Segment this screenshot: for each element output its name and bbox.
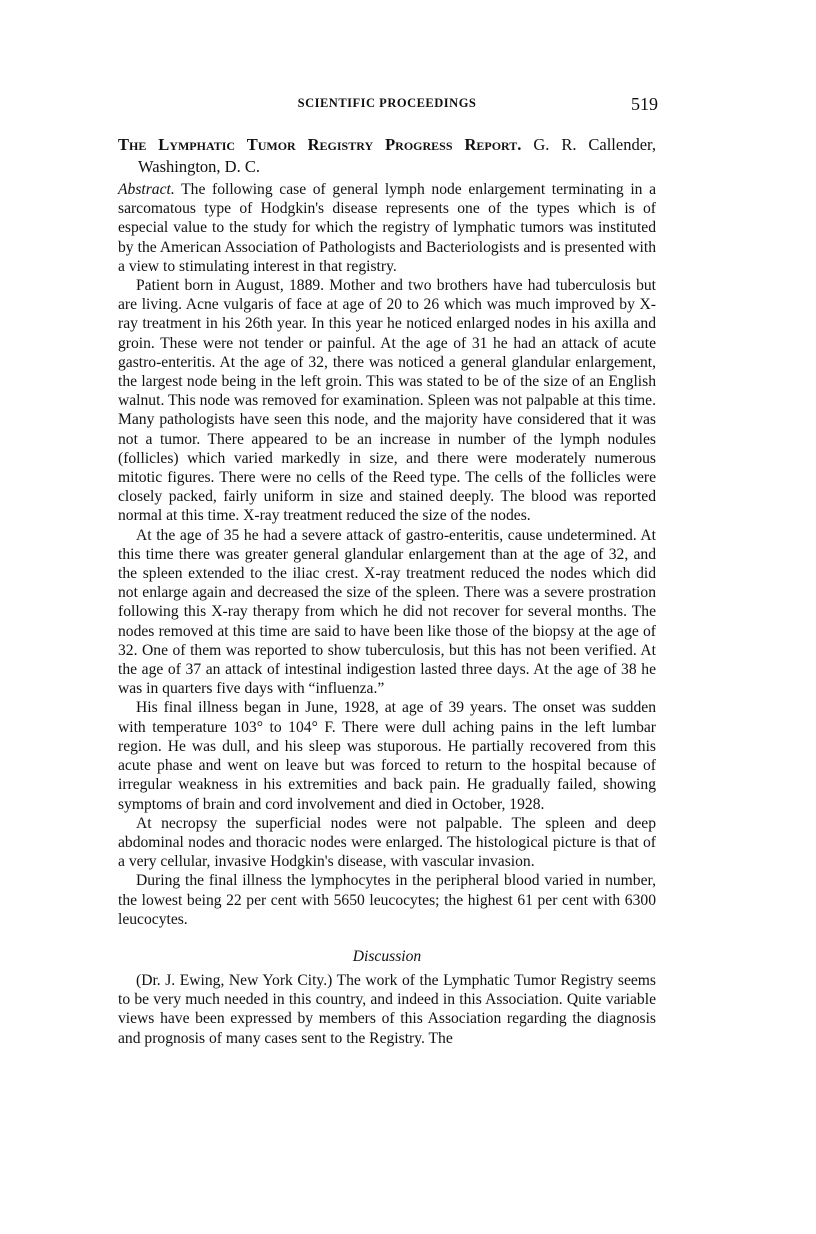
running-head bbox=[118, 94, 656, 124]
discussion-paragraph: (Dr. J. Ewing, New York City.) The work of the Lymphatic Tumor Registry seems to be very much needed in this country, and indeed in this Association. Quite variable views have been expressed by members of this Association regarding the diagnosis and prognosis of many cases sent to the Registry. The bbox=[118, 971, 656, 1047]
article-heading bbox=[118, 134, 656, 178]
body-paragraph-2: At the age of 35 he had a severe attack of gastro-enteritis, cause undetermined. At this time there was greater general glandular enlargement than at the age of 32, and the spleen extended to the iliac crest. X-ray treatment reduced the nodes which did not enlarge again and decreased the size of the spleen. There was a severe prostration following this X-ray therapy from which he did not recover for several months. The nodes removed at this time are said to have been like those of the biopsy at the age of 32. One of them was reported to show tuberculosis, but this has not been verified. At the age of 37 an attack of intestinal indigestion lasted three days. At the age of 38 he was in quarters five days with “influenza.” bbox=[118, 526, 656, 698]
abstract-label: Abstract. bbox=[118, 181, 175, 198]
running-head-title: SCIENTIFIC PROCEEDINGS bbox=[297, 96, 477, 110]
page-number: 519 bbox=[631, 94, 658, 114]
body-paragraph-3: His final illness began in June, 1928, at age of 39 years. The onset was sudden with temperature 103° to 104° F. There were dull aching pains in the left lumbar region. He was dull, and his sleep was stuporous. He partially recovered from this acute phase and went on leave but was forced to return to the hospital because of irregular weakness in his extremities and back pain. He gradually failed, showing symptoms of brain and cord involvement and died in October, 1928. bbox=[118, 699, 656, 813]
body-paragraph-5: During the final illness the lymphocytes in the peripheral blood varied in number, the lowest being 22 per cent with 5650 leucocytes; the highest 61 per cent with 6300 leucocytes. bbox=[118, 872, 656, 928]
body-paragraph-1: Patient born in August, 1889. Mother and two brothers have had tuberculosis but are living. Acne vulgaris of face at age of 20 to 26 which was much improved by X-ray treatment in his 26th year. In this year he noticed enlarged nodes in his axilla and groin. These were not tender or painful. At the age of 31 he had an attack of acute gastro-enteritis. At the age of 32, there was noticed a general glandular enlargement, the largest node being in the left groin. This was stated to be of the size of an English walnut. This node was removed for examination. Spleen was not palpable at this time. Many pathologists have seen this node, and the majority have considered that it was not a tumor. There appeared to be an increase in number of the lymph nodules (follicles) which varied markedly in size, and there were moderately numerous mitotic figures. There were no cells of the Reed type. The cells of the follicles were closely packed, fairly uniform in size and stained deeply. The blood was reported normal at this time. X-ray treatment reduced the size of the nodes. bbox=[118, 277, 656, 525]
body-paragraph-4: At necropsy the superficial nodes were not palpable. The spleen and deep abdominal nodes and thoracic nodes were enlarged. The histological picture is that of a very cellular, invasive Hodgkin's disease, with vascular invasion. bbox=[118, 814, 656, 871]
document-page bbox=[118, 94, 656, 1048]
discussion-heading: Discussion bbox=[352, 947, 422, 965]
article-author: G. R. Callender, Washington, D. C. bbox=[138, 135, 656, 176]
abstract-paragraph bbox=[118, 180, 656, 276]
abstract-text: The following case of general lymph node enlargement terminating in a sarcomatous type of Hodgkin's disease represents one of the types which is of especial value to the study for which the registry of lymphatic tumors was instituted by the American Association of Pathologists and Bacteriologists and is presented with a view to stimulating interest in that registry. bbox=[118, 181, 657, 275]
article-title: The Lymphatic Tumor Registry Progress Report. bbox=[118, 135, 522, 154]
